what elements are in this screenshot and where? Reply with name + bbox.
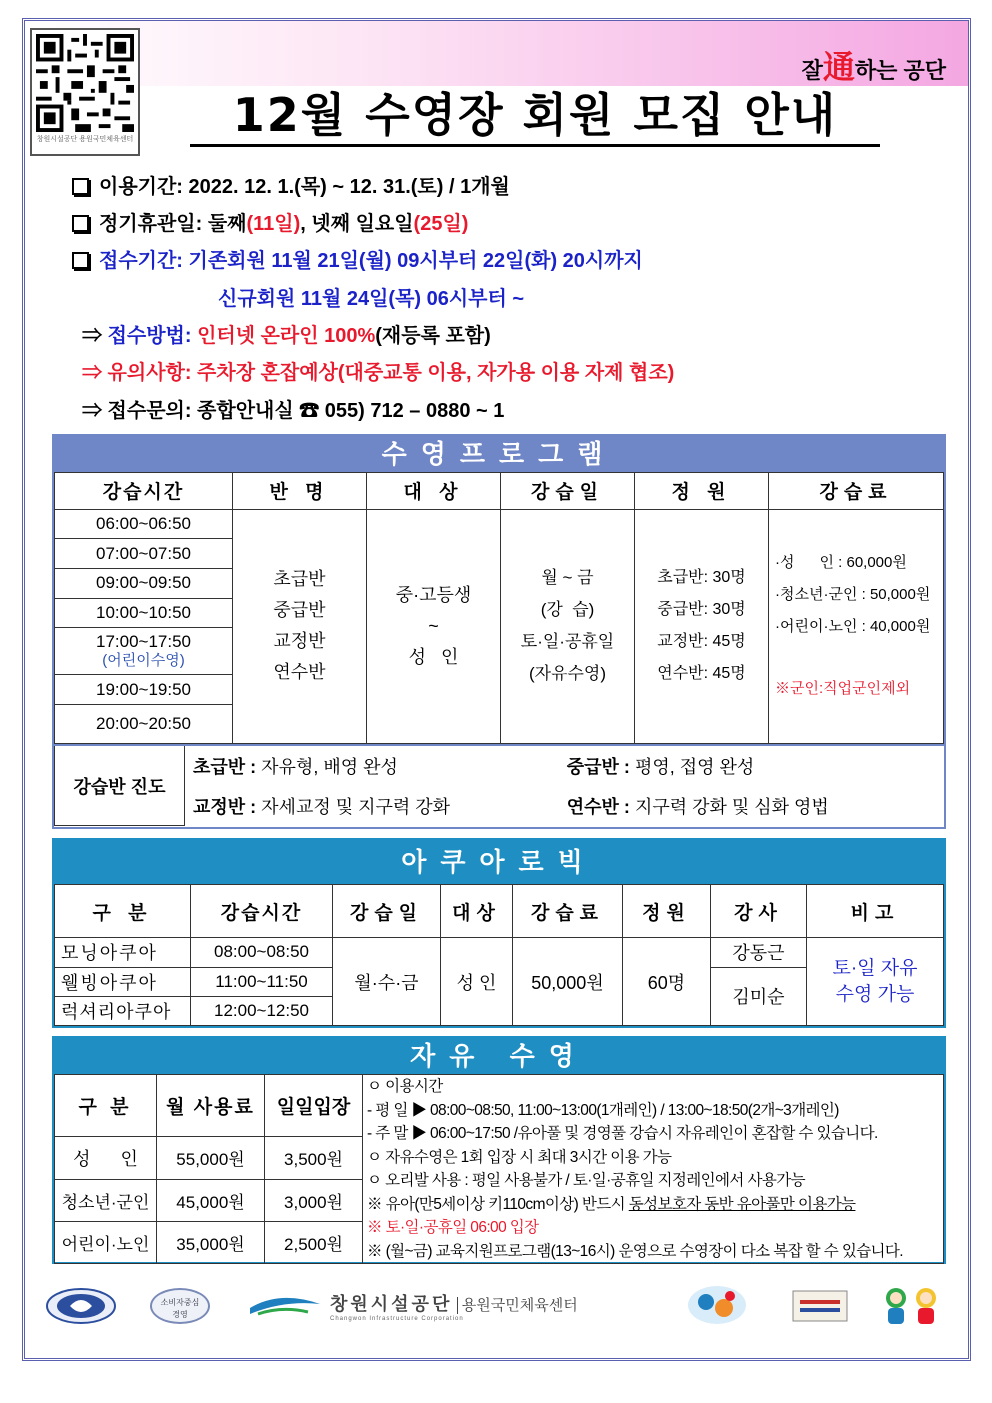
time-cell-kids <box>55 628 233 675</box>
free-swim-table <box>54 1074 944 1264</box>
note-line: ㅇ 오리발 사용 : 평일 사용불가 / 토·일·공휴일 지정레인에서 사용가능 <box>367 1172 805 1189</box>
note-line: ㅇ 자유수영은 1회 입장 시 최대 3시간 이용 가능 <box>367 1148 672 1166</box>
slogan-pre: 잘 <box>801 58 823 83</box>
closed-b: (11일) <box>246 213 301 235</box>
class-item: 중급반 <box>273 600 326 621</box>
class-item: 초급반 <box>273 569 326 590</box>
checkbox-icon <box>72 252 89 269</box>
note-line-red: ※ 토·일·공휴일 06:00 입장 <box>367 1219 539 1236</box>
qr-caption: 창원시설공단 용원국민체육센터 <box>36 136 134 143</box>
col-monthly: 월 사용료 <box>157 1075 265 1137</box>
badge-line: 경영 <box>172 1310 188 1319</box>
aquarobic-header: 아쿠아로빅 <box>54 840 944 884</box>
note-kid-a: ※ 유아(만5세이상 키110cm이상) 반드시 <box>367 1195 629 1213</box>
days-item: (자유수영) <box>528 664 606 684</box>
swim-program-section <box>52 434 946 829</box>
free-daily: 3,000원 <box>265 1179 363 1221</box>
time-kids: 17:00~17:50 <box>95 632 191 652</box>
fee-item: ·어린이·노인 : 40,000원 <box>775 618 931 636</box>
col-target: 대상 <box>441 885 513 938</box>
cert-seal-icon <box>46 1288 116 1324</box>
col-days: 강습일 <box>333 885 441 938</box>
swim-program-table <box>54 472 944 744</box>
target-item: 성 인 <box>408 646 459 667</box>
info-reception <box>72 244 643 273</box>
aqua-name: 웰빙아쿠아 <box>55 967 191 996</box>
free-category: 성 인 <box>55 1137 157 1179</box>
progress-advanced <box>567 786 944 826</box>
col-time: 강습시간 <box>55 473 233 510</box>
aqua-name: 럭셔리아쿠아 <box>55 996 191 1025</box>
free-swim-header: 자유 수영 <box>54 1038 944 1074</box>
method-black: (재등록 포함) <box>375 325 491 347</box>
fee-item: ·청소년·군인 : 50,000원 <box>775 586 931 604</box>
progress-value: 평영, 접영 완성 <box>629 757 755 777</box>
note-line: - 평 일 ▶ 08:00~08:50, 11:00~13:00(1개레인) / 13:00~18:50(2개~3개레인) <box>367 1101 839 1119</box>
swim-program-header: 수영프로그램 <box>54 436 944 472</box>
progress-label: 강습반 진도 <box>55 745 185 826</box>
corp-swoosh-icon <box>248 1292 326 1322</box>
days-item: (강 습) <box>540 600 595 620</box>
free-swim-section <box>52 1036 946 1264</box>
col-class: 반 명 <box>233 473 367 510</box>
info-notice: ⇒ 유의사항: 주차장 혼잡예상(대중교통 이용, 자가용 이용 자제 협조) <box>82 362 675 384</box>
reception-line-2: 신규회원 11월 24일(목) 06시부터 ~ <box>218 288 525 310</box>
col-time: 강습시간 <box>191 885 333 938</box>
aqua-note <box>807 938 944 1026</box>
qr-code-icon <box>36 34 134 132</box>
days-item: 토·일·공휴일 <box>520 632 615 652</box>
org-en: Changwon Infrastructure Corporation <box>330 1316 464 1322</box>
reception-line-1: 기존회원 11월 21일(월) 09시부터 22일(화) 20시까지 <box>188 250 643 272</box>
aqua-time: 08:00~08:50 <box>191 938 333 967</box>
capacity-item: 초급반: 30명 <box>657 569 746 587</box>
col-days: 강습일 <box>501 473 635 510</box>
progress-value: 지구력 강화 및 심화 영법 <box>629 796 829 817</box>
aquarobic-table <box>54 884 944 1026</box>
city-emblem-icon <box>686 1284 748 1326</box>
col-note: 비고 <box>807 885 944 938</box>
col-fee: 강습료 <box>513 885 623 938</box>
consumer-badge <box>150 1288 210 1324</box>
free-monthly: 35,000원 <box>157 1221 265 1263</box>
info-method <box>82 319 491 348</box>
mascot-icon <box>876 1284 946 1328</box>
qr-code[interactable] <box>30 28 140 156</box>
fee-cell <box>769 509 944 743</box>
closed-a: 둘째 <box>207 213 247 235</box>
info-inquiry: ⇒ 접수문의: 종합안내실 ☎ 055) 712 – 0880 ~ 1 <box>82 400 505 422</box>
slogan-post: 하는 공단 <box>854 58 946 83</box>
capacity-item: 교정반: 45명 <box>657 633 746 651</box>
checkbox-icon <box>72 178 89 195</box>
class-item: 연수반 <box>273 662 326 683</box>
class-item: 교정반 <box>273 631 326 652</box>
fee-item: ·성 인 : 60,000원 <box>775 554 907 572</box>
free-monthly: 55,000원 <box>157 1137 265 1179</box>
target-item: 중·고등생 <box>395 584 472 605</box>
free-category: 청소년·군인 <box>55 1179 157 1221</box>
slogan-highlight: 通 <box>822 49 855 85</box>
progress-table <box>54 744 944 826</box>
closed-d: (25일) <box>413 213 469 235</box>
free-daily: 2,500원 <box>265 1221 363 1263</box>
info-period <box>72 170 510 199</box>
target-item: ~ <box>428 615 439 636</box>
class-list <box>233 509 367 743</box>
org-name: 창원시설공단 <box>330 1294 453 1314</box>
col-daily: 일일입장 <box>265 1075 363 1137</box>
col-category: 구 분 <box>55 1075 157 1137</box>
aqua-name: 모닝아쿠아 <box>55 938 191 967</box>
col-capacity: 정 원 <box>635 473 769 510</box>
kids-note: (어린이수영) <box>102 652 185 670</box>
progress-value: 자세교정 및 지구력 강화 <box>256 796 451 817</box>
target-cell <box>367 509 501 743</box>
note-line: ㅇ 이용시간 <box>367 1078 443 1095</box>
badge-line: 소비자중심 <box>160 1298 200 1307</box>
aqua-days: 월·수·금 <box>333 938 441 1026</box>
free-swim-notes <box>363 1075 944 1264</box>
aqua-note-line: 토·일 자유 <box>832 957 918 979</box>
progress-key: 초급반 : <box>193 757 257 777</box>
period-value: 2022. 12. 1.(목) ~ 12. 31.(토) / 1개월 <box>188 176 510 198</box>
time-cell: 09:00~09:50 <box>55 569 233 599</box>
fee-note: ※군인:직업군인제외 <box>775 680 911 698</box>
slogan <box>802 42 946 88</box>
col-category: 구 분 <box>55 885 191 938</box>
closed-c: , 넷째 일요일 <box>300 213 414 235</box>
method-red: 인터넷 온라인 100% <box>197 325 376 347</box>
progress-key: 중급반 : <box>566 757 630 777</box>
note-line-kid <box>367 1193 939 1217</box>
col-target: 대 상 <box>367 473 501 510</box>
aqua-note-line: 수영 가능 <box>835 983 915 1005</box>
footer-logos <box>40 1282 950 1332</box>
progress-correction <box>185 786 567 826</box>
free-category: 어린이·노인 <box>55 1221 157 1263</box>
time-cell: 07:00~07:50 <box>55 539 233 569</box>
info-closed <box>72 207 468 236</box>
flag-emblem-icon <box>792 1290 848 1322</box>
period-label: 이용기간: <box>99 176 183 198</box>
page-title: 12월 수영장 회원 모집 안내 <box>190 86 880 147</box>
progress-key: 교정반 : <box>193 796 257 817</box>
note-kid-b: 동성보호자 동반 유아풀만 이용가능 <box>628 1195 856 1213</box>
org-sub: 용원국민체육센터 <box>457 1297 578 1314</box>
capacity-cell <box>635 509 769 743</box>
reception-label: 접수기간: <box>99 250 183 272</box>
free-monthly: 45,000원 <box>157 1179 265 1221</box>
aqua-time: 12:00~12:50 <box>191 996 333 1025</box>
progress-value: 자유형, 배영 완성 <box>256 757 398 777</box>
time-cell: 19:00~19:50 <box>55 675 233 705</box>
time-cell: 20:00~20:50 <box>55 705 233 744</box>
aqua-instructor-2: 김미순 <box>711 967 807 1025</box>
days-item: 월 ~ 금 <box>541 568 594 588</box>
capacity-item: 중급반: 30명 <box>657 601 746 619</box>
free-daily: 3,500원 <box>265 1137 363 1179</box>
days-cell <box>501 509 635 743</box>
aqua-fee: 50,000원 <box>513 938 623 1026</box>
progress-key: 연수반 : <box>566 796 630 817</box>
time-cell: 06:00~06:50 <box>55 509 233 539</box>
aqua-capacity: 60명 <box>623 938 711 1026</box>
aqua-time: 11:00~11:50 <box>191 967 333 996</box>
time-cell: 10:00~10:50 <box>55 598 233 628</box>
col-capacity: 정원 <box>623 885 711 938</box>
corp-name <box>330 1290 578 1322</box>
arrow: ⇒ <box>82 325 102 347</box>
aqua-target: 성 인 <box>441 938 513 1026</box>
progress-intermediate <box>567 745 944 786</box>
closed-label: 정기휴관일: <box>99 213 203 235</box>
note-line: - 주 말 ▶ 06:00~17:50 /유아풀 및 경영풀 강습시 자유레인이 혼잡할 수 있습니다. <box>367 1125 878 1142</box>
aqua-instructor-1: 강동근 <box>711 938 807 967</box>
col-instructor: 강사 <box>711 885 807 938</box>
capacity-item: 연수반: 45명 <box>657 665 746 683</box>
note-line: ※ (월~금) 교육지원프로그램(13~16시) 운영으로 수영장이 다소 복잡 할 수 있습니다. <box>367 1242 904 1260</box>
col-fee: 강습료 <box>769 473 944 510</box>
aquarobic-section <box>52 838 946 1028</box>
method-label: 접수방법: <box>107 325 192 347</box>
checkbox-icon <box>72 215 89 232</box>
progress-beginner <box>185 745 567 786</box>
